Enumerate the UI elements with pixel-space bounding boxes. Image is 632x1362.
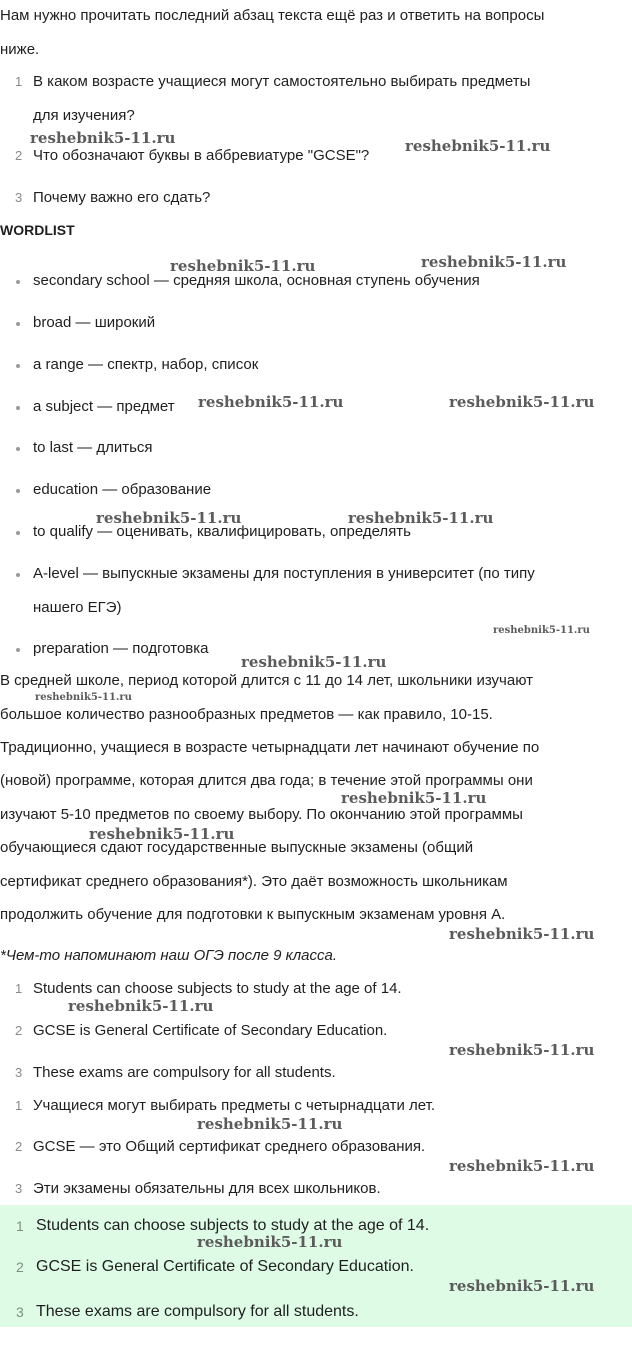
wordlist-item-continued: нашего ЕГЭ) [33, 599, 122, 616]
paragraph-line: сертификат среднего образования*). Это даёт возможность школьникам [0, 873, 508, 890]
wordlist-item: a range — спектр, набор, список [33, 356, 259, 373]
answer-number: 1 [16, 1218, 24, 1234]
bullet-icon [16, 364, 20, 368]
watermark: reshebnik5-11.ru [197, 1233, 343, 1251]
watermark: reshebnik5-11.ru [449, 925, 595, 943]
wordlist-item: a subject — предмет [33, 398, 175, 415]
watermark: reshebnik5-11.ru [197, 1115, 343, 1133]
watermark: reshebnik5-11.ru [449, 1041, 595, 1059]
answer-text: Учащиеся могут выбирать предметы с четырнадцати лет. [33, 1097, 436, 1114]
wordlist-item: A-level — выпускные экзамены для поступления в университет (по типу [33, 565, 535, 582]
watermark: reshebnik5-11.ru [341, 789, 487, 807]
paragraph-line: изучают 5-10 предметов по своему выбору. По окончанию этой программы [0, 806, 523, 823]
question-text-continued: для изучения? [33, 107, 135, 124]
watermark: reshebnik5-11.ru [89, 825, 235, 843]
question-number: 1 [15, 74, 23, 89]
paragraph-line: большое количество разнообразных предметов — как правило, 10-15. [0, 706, 493, 723]
answer-highlight-box [0, 1205, 632, 1327]
answer-number: 3 [15, 1065, 23, 1080]
bullet-icon [16, 573, 20, 577]
watermark: reshebnik5-11.ru [198, 393, 344, 411]
footnote: *Чем-то напоминают наш ОГЭ после 9 класса. [0, 947, 338, 964]
paragraph-line: (новой) программе, которая длится два года; в течение этой программы они [0, 772, 533, 789]
answer-text: Эти экзамены обязательны для всех школьников. [33, 1180, 381, 1197]
wordlist-title: WORDLIST [0, 222, 75, 238]
wordlist-item: education — образование [33, 481, 212, 498]
wordlist-item: to last — длиться [33, 439, 153, 456]
paragraph-line: Традиционно, учащиеся в возрасте четырнадцати лет начинают обучение по [0, 739, 540, 756]
watermark: reshebnik5-11.ru [241, 653, 387, 671]
wordlist-item: broad — широкий [33, 314, 156, 331]
watermark: reshebnik5-11.ru [449, 393, 595, 411]
paragraph-line: обучающиеся сдают государственные выпускные экзамены (общий [0, 839, 474, 856]
answer-text: Students can choose subjects to study at the age of 14. [33, 980, 402, 997]
watermark: reshebnik5-11.ru [68, 997, 214, 1015]
answer-number: 3 [15, 1181, 23, 1196]
answer-text: These exams are compulsory for all students. [36, 1303, 359, 1320]
bullet-icon [16, 447, 20, 451]
answer-number: 1 [15, 1098, 23, 1113]
answer-number: 3 [16, 1304, 24, 1320]
bullet-icon [16, 406, 20, 410]
bullet-icon [16, 280, 20, 284]
intro-line-1: Нам нужно прочитать последний абзац текста ещё раз и ответить на вопросы [0, 7, 545, 24]
question-text: Почему важно его сдать? [33, 189, 211, 206]
bullet-icon [16, 322, 20, 326]
watermark: reshebnik5-11.ru [96, 509, 242, 527]
question-text: В каком возрасте учащиеся могут самостоятельно выбирать предметы [33, 73, 531, 90]
bullet-icon [16, 648, 20, 652]
question-number: 2 [15, 148, 23, 163]
watermark: reshebnik5-11.ru [421, 253, 567, 271]
answer-number: 2 [16, 1259, 24, 1275]
answer-number: 2 [15, 1023, 23, 1038]
paragraph-line: В средней школе, период которой длится с 11 до 14 лет, школьники изучают [0, 672, 533, 689]
watermark: reshebnik5-11.ru [348, 509, 494, 527]
wordlist-item: preparation — подготовка [33, 640, 209, 657]
watermark: reshebnik5-11.ru [30, 129, 176, 147]
answer-number: 2 [15, 1139, 23, 1154]
answer-text: GCSE is General Certificate of Secondary Education. [33, 1022, 388, 1039]
watermark: reshebnik5-11.ru [449, 1157, 595, 1175]
watermark: reshebnik5-11.ru [35, 692, 132, 703]
bullet-icon [16, 531, 20, 535]
bullet-icon [16, 489, 20, 493]
watermark: reshebnik5-11.ru [405, 137, 551, 155]
watermark: reshebnik5-11.ru [493, 625, 590, 636]
watermark: reshebnik5-11.ru [170, 257, 316, 275]
answer-text: GCSE — это Общий сертификат среднего образования. [33, 1138, 426, 1155]
answer-number: 1 [15, 981, 23, 996]
wordlist-item: secondary school — средняя школа, основная ступень обучения [33, 272, 480, 289]
question-number: 3 [15, 190, 23, 205]
wordlist-item: to qualify — оценивать, квалифицировать, определять [33, 523, 411, 540]
watermark: reshebnik5-11.ru [449, 1277, 595, 1295]
intro-line-2: ниже. [0, 41, 40, 58]
question-text: Что обозначают буквы в аббревиатуре "GCSE"? [33, 147, 370, 164]
paragraph-line: продолжить обучение для подготовки к выпускным экзаменам уровня А. [0, 906, 506, 923]
answer-text: These exams are compulsory for all students. [33, 1064, 336, 1081]
answer-text: GCSE is General Certificate of Secondary Education. [36, 1258, 414, 1275]
answer-text: Students can choose subjects to study at the age of 14. [36, 1217, 430, 1234]
